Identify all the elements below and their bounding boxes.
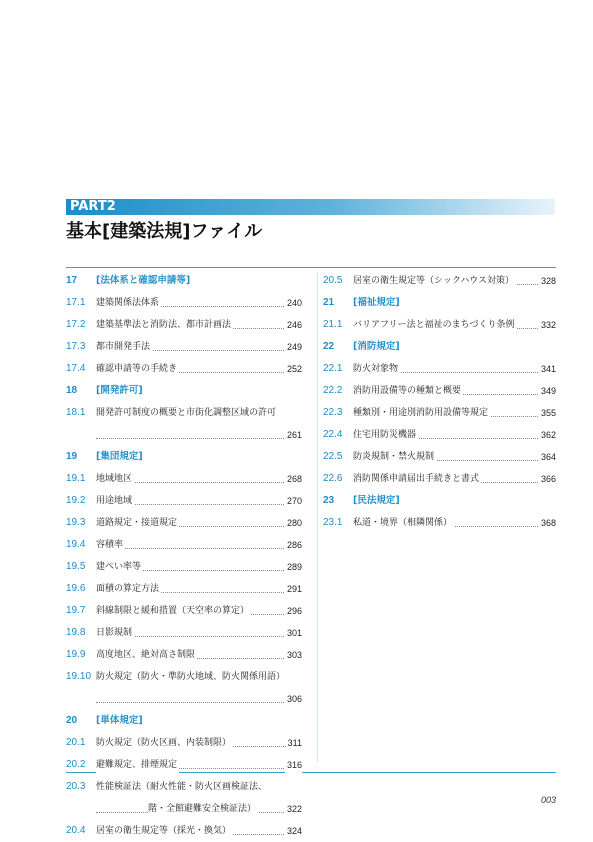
entry-page: 341: [539, 358, 556, 380]
entry-title: 防火規定（防火区画、内装制限）: [96, 732, 233, 754]
entry-title: 確認申請等の手続き: [96, 358, 179, 380]
entry-number: 21.1: [323, 319, 343, 330]
entry-title: 消防用設備等の種類と概要: [353, 380, 463, 402]
entry-title: 消防関係申請届出手続きと書式: [353, 468, 481, 490]
entry-title: 建ぺい率等: [96, 556, 143, 578]
entry-number: 19.3: [66, 517, 86, 528]
entry-page: 364: [539, 446, 556, 468]
toc-section: [66, 446, 302, 468]
entry-title: 用途地域: [96, 490, 134, 512]
toc-entry[interactable]: [66, 358, 302, 380]
entry-page: 355: [539, 402, 556, 424]
entry-title: 建築関係法体系: [96, 292, 161, 314]
entry-title: 開発許可制度の概要と市街化調整区域の許可: [96, 408, 277, 418]
entry-title: 居室の衛生規定等（採光・換気）: [96, 820, 233, 842]
entry-title: 性能検証法（耐火性能・防火区画検証法、: [96, 782, 268, 792]
entry-number: 20.1: [66, 737, 86, 748]
entry-page: 349: [539, 380, 556, 402]
toc-entry[interactable]: [66, 512, 302, 534]
toc-section: [323, 336, 556, 358]
section-number: 18: [66, 385, 78, 396]
toc-entry[interactable]: [66, 666, 302, 688]
entry-page: 286: [285, 534, 302, 556]
toc-entry[interactable]: [323, 358, 556, 380]
toc-entry[interactable]: [66, 600, 302, 622]
entry-page: 252: [285, 358, 302, 380]
entry-page: 296: [285, 600, 302, 622]
toc-entry[interactable]: [323, 468, 556, 490]
section-title: [単体規定]: [96, 715, 143, 726]
toc-entry[interactable]: [323, 380, 556, 402]
entry-title: 都市開発手法: [96, 336, 152, 358]
section-title: [福祉規定]: [353, 297, 400, 308]
entry-title: 防火規定（防火・準防火地域、防火関係用語）: [96, 672, 286, 682]
entry-page: 303: [285, 644, 302, 666]
toc-section: [66, 380, 302, 402]
entry-page: 368: [539, 512, 556, 534]
entry-number: 20.2: [66, 759, 86, 770]
entry-number: 22.2: [323, 385, 343, 396]
toc-entry[interactable]: [66, 732, 302, 754]
toc-section: [323, 292, 556, 314]
part-banner: [66, 199, 555, 215]
toc-entry[interactable]: [66, 798, 302, 820]
entry-title: 種類別・用途別消防用設備等規定: [353, 402, 490, 424]
entry-page: 332: [539, 314, 556, 336]
toc-entry[interactable]: [66, 402, 302, 424]
toc-entry[interactable]: [66, 776, 302, 798]
entry-title: 日影規制: [96, 622, 134, 644]
entry-title: 防炎規制・禁火規制: [353, 446, 436, 468]
entry-title: 道路規定・接道規定: [96, 512, 179, 534]
page-number: 003: [540, 795, 556, 805]
part-label: PART2: [70, 199, 116, 214]
section-number: 23: [323, 495, 335, 506]
section-title: [開発許可]: [96, 385, 143, 396]
toc-entry[interactable]: [66, 490, 302, 512]
section-title: [集団規定]: [96, 451, 143, 462]
entry-number: 20.4: [66, 825, 86, 836]
dot-leader: [96, 424, 288, 439]
toc-entry[interactable]: [66, 688, 302, 710]
entry-number: 17.1: [66, 297, 86, 308]
entry-page: 366: [539, 468, 556, 490]
entry-number: 22.5: [323, 451, 343, 462]
entry-number: 22.6: [323, 473, 343, 484]
entry-page: 306: [285, 688, 302, 710]
toc-entry[interactable]: [66, 578, 302, 600]
entry-page: 328: [539, 270, 556, 292]
entry-page: 249: [285, 336, 302, 358]
entry-number: 22.4: [323, 429, 343, 440]
toc-entry[interactable]: [323, 424, 556, 446]
entry-number: 23.1: [323, 517, 343, 528]
section-number: 19: [66, 451, 78, 462]
entry-page: 301: [285, 622, 302, 644]
entry-number: 19.9: [66, 649, 86, 660]
entry-number: 19.5: [66, 561, 86, 572]
entry-page: 280: [285, 512, 302, 534]
toc-entry[interactable]: [323, 446, 556, 468]
column-divider: [317, 272, 318, 762]
entry-number: 19.10: [66, 671, 92, 682]
entry-title: 高度地区、絶対高さ制限: [96, 644, 197, 666]
entry-number: 17.2: [66, 319, 86, 330]
entry-number: 22.1: [323, 363, 343, 374]
entry-title: 防火対象物: [353, 358, 400, 380]
toc-section: [66, 270, 302, 292]
entry-number: 22.3: [323, 407, 343, 418]
section-title: [民法規定]: [353, 495, 400, 506]
entry-title: バリアフリー法と福祉のまちづくり条例: [353, 314, 517, 336]
entry-title: 地域地区: [96, 468, 134, 490]
toc-right-column: [323, 270, 556, 534]
entry-title: 住宅用防災機器: [353, 424, 418, 446]
section-number: 17: [66, 275, 78, 286]
toc-entry[interactable]: [66, 622, 302, 644]
entry-number: 17.3: [66, 341, 86, 352]
entry-number: 17.4: [66, 363, 86, 374]
entry-title: 斜線制限と緩和措置（天空率の算定）: [96, 600, 251, 622]
toc-entry[interactable]: [323, 512, 556, 534]
entry-title: 面積の算定方法: [96, 578, 161, 600]
toc-entry[interactable]: [66, 292, 302, 314]
toc-left-column: [66, 270, 302, 842]
section-title: [消防規定]: [353, 341, 400, 352]
toc-entry[interactable]: [66, 336, 302, 358]
entry-page: 246: [285, 314, 302, 336]
entry-title: 階・全館避難安全検証法）: [148, 798, 258, 820]
toc-entry[interactable]: [66, 644, 302, 666]
toc-entry[interactable]: [323, 402, 556, 424]
entry-title: 容積率: [96, 534, 125, 556]
toc-section: [323, 490, 556, 512]
entry-page: 316: [285, 754, 302, 776]
entry-page: 261: [285, 424, 302, 446]
section-number: 21: [323, 297, 335, 308]
toc-entry[interactable]: [323, 270, 556, 292]
toc-entry[interactable]: [66, 556, 302, 578]
entry-number: 19.8: [66, 627, 86, 638]
entry-title: 建築基準法と消防法、都市計画法: [96, 314, 233, 336]
toc-entry[interactable]: [323, 314, 556, 336]
toc-entry[interactable]: [66, 820, 302, 842]
entry-title: 私道・境界（相隣関係）: [353, 512, 454, 534]
toc-entry[interactable]: [66, 754, 302, 776]
entry-number: 19.6: [66, 583, 86, 594]
toc-entry[interactable]: [66, 424, 302, 446]
entry-number: 19.2: [66, 495, 86, 506]
section-title: [法体系と確認申請等]: [96, 275, 191, 286]
entry-title: 居室の衛生規定等（シックハウス対策）: [353, 270, 516, 292]
dot-leader: [96, 688, 288, 703]
entry-page: 268: [285, 468, 302, 490]
entry-number: 19.4: [66, 539, 86, 550]
page-title: 基本[建築法規]ファイル: [66, 221, 263, 242]
entry-number: 19.1: [66, 473, 86, 484]
entry-number: 20.3: [66, 781, 86, 792]
entry-page: 270: [285, 490, 302, 512]
entry-number: 20.5: [323, 275, 343, 286]
entry-page: 362: [539, 424, 556, 446]
entry-title: 避難規定、排煙規定: [96, 754, 179, 776]
entry-number: 19.7: [66, 605, 86, 616]
toc-entry[interactable]: [66, 468, 302, 490]
entry-page: 289: [285, 556, 302, 578]
section-number: 22: [323, 341, 335, 352]
entry-page: 291: [285, 578, 302, 600]
entry-page: 240: [285, 292, 302, 314]
top-divider: [66, 267, 556, 268]
entry-page: 324: [285, 820, 302, 842]
entry-number: 18.1: [66, 407, 86, 418]
entry-page: 311: [286, 732, 302, 754]
entry-page: 322: [285, 798, 302, 820]
section-number: 20: [66, 715, 78, 726]
toc-section: [66, 710, 302, 732]
toc-entry[interactable]: [66, 534, 302, 556]
toc-entry[interactable]: [66, 314, 302, 336]
